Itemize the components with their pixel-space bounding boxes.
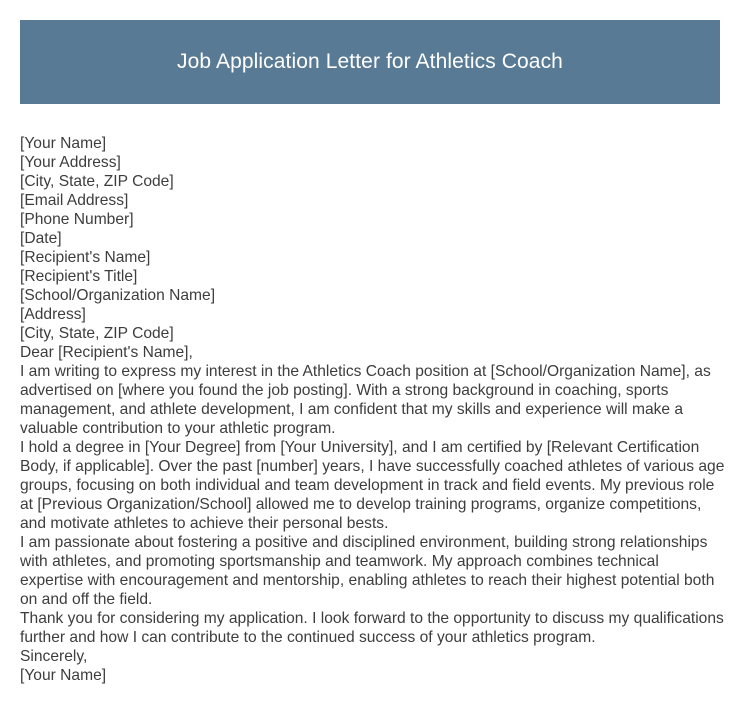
- sender-city-state-zip: [City, State, ZIP Code]: [20, 173, 174, 190]
- letter-date: [Date]: [20, 230, 62, 247]
- sender-address: [Your Address]: [20, 154, 121, 171]
- salutation: Dear [Recipient's Name],: [20, 344, 193, 361]
- sender-name: [Your Name]: [20, 135, 107, 152]
- recipient-name: [Recipient's Name]: [20, 249, 151, 266]
- paragraph-closing: Thank you for considering my application. I look forward to the opportunity to discuss my qualifications further and how I can contribute to the continued success of your athletics program.: [20, 610, 724, 646]
- sender-block: [20, 134, 725, 248]
- paragraph-approach: I am passionate about fostering a positive and disciplined environment, building strong relationships with athletes, and promoting sportsmanship and teamwork. My approach combines technical expertise with encouragement and mentorship, enabling athletes to reach their highest potential both on and off the field.: [20, 534, 715, 608]
- recipient-organization: [School/Organization Name]: [20, 287, 216, 304]
- signature: [Your Name]: [20, 667, 107, 684]
- recipient-block: [20, 248, 725, 343]
- page-header: [20, 20, 720, 104]
- recipient-title: [Recipient's Title]: [20, 268, 138, 285]
- page-title: Job Application Letter for Athletics Coach: [177, 50, 563, 73]
- recipient-city-state-zip: [City, State, ZIP Code]: [20, 325, 174, 342]
- paragraph-intro: I am writing to express my interest in the Athletics Coach position at [School/Organization Name], as advertised on [where you found the job posting]. With a strong background in coaching, sports management, and athlete development, I am confident that my skills and experience will make a valuable contribution to your athletic program.: [20, 363, 711, 437]
- recipient-address: [Address]: [20, 306, 86, 323]
- closing: Sincerely,: [20, 648, 88, 665]
- sender-email: [Email Address]: [20, 192, 129, 209]
- letter-body: [20, 134, 725, 685]
- paragraph-qualifications: I hold a degree in [Your Degree] from [Your University], and I am certified by [Relevant Certification Body, if applicable]. Over the past [number] years, I have successfully coached athletes of various age groups, focusing on both individual and team development in track and field events. My previous role at [Previous Organization/School] allowed me to develop training programs, organize competitions, and motivate athletes to achieve their personal bests.: [20, 439, 725, 532]
- sender-phone: [Phone Number]: [20, 211, 134, 228]
